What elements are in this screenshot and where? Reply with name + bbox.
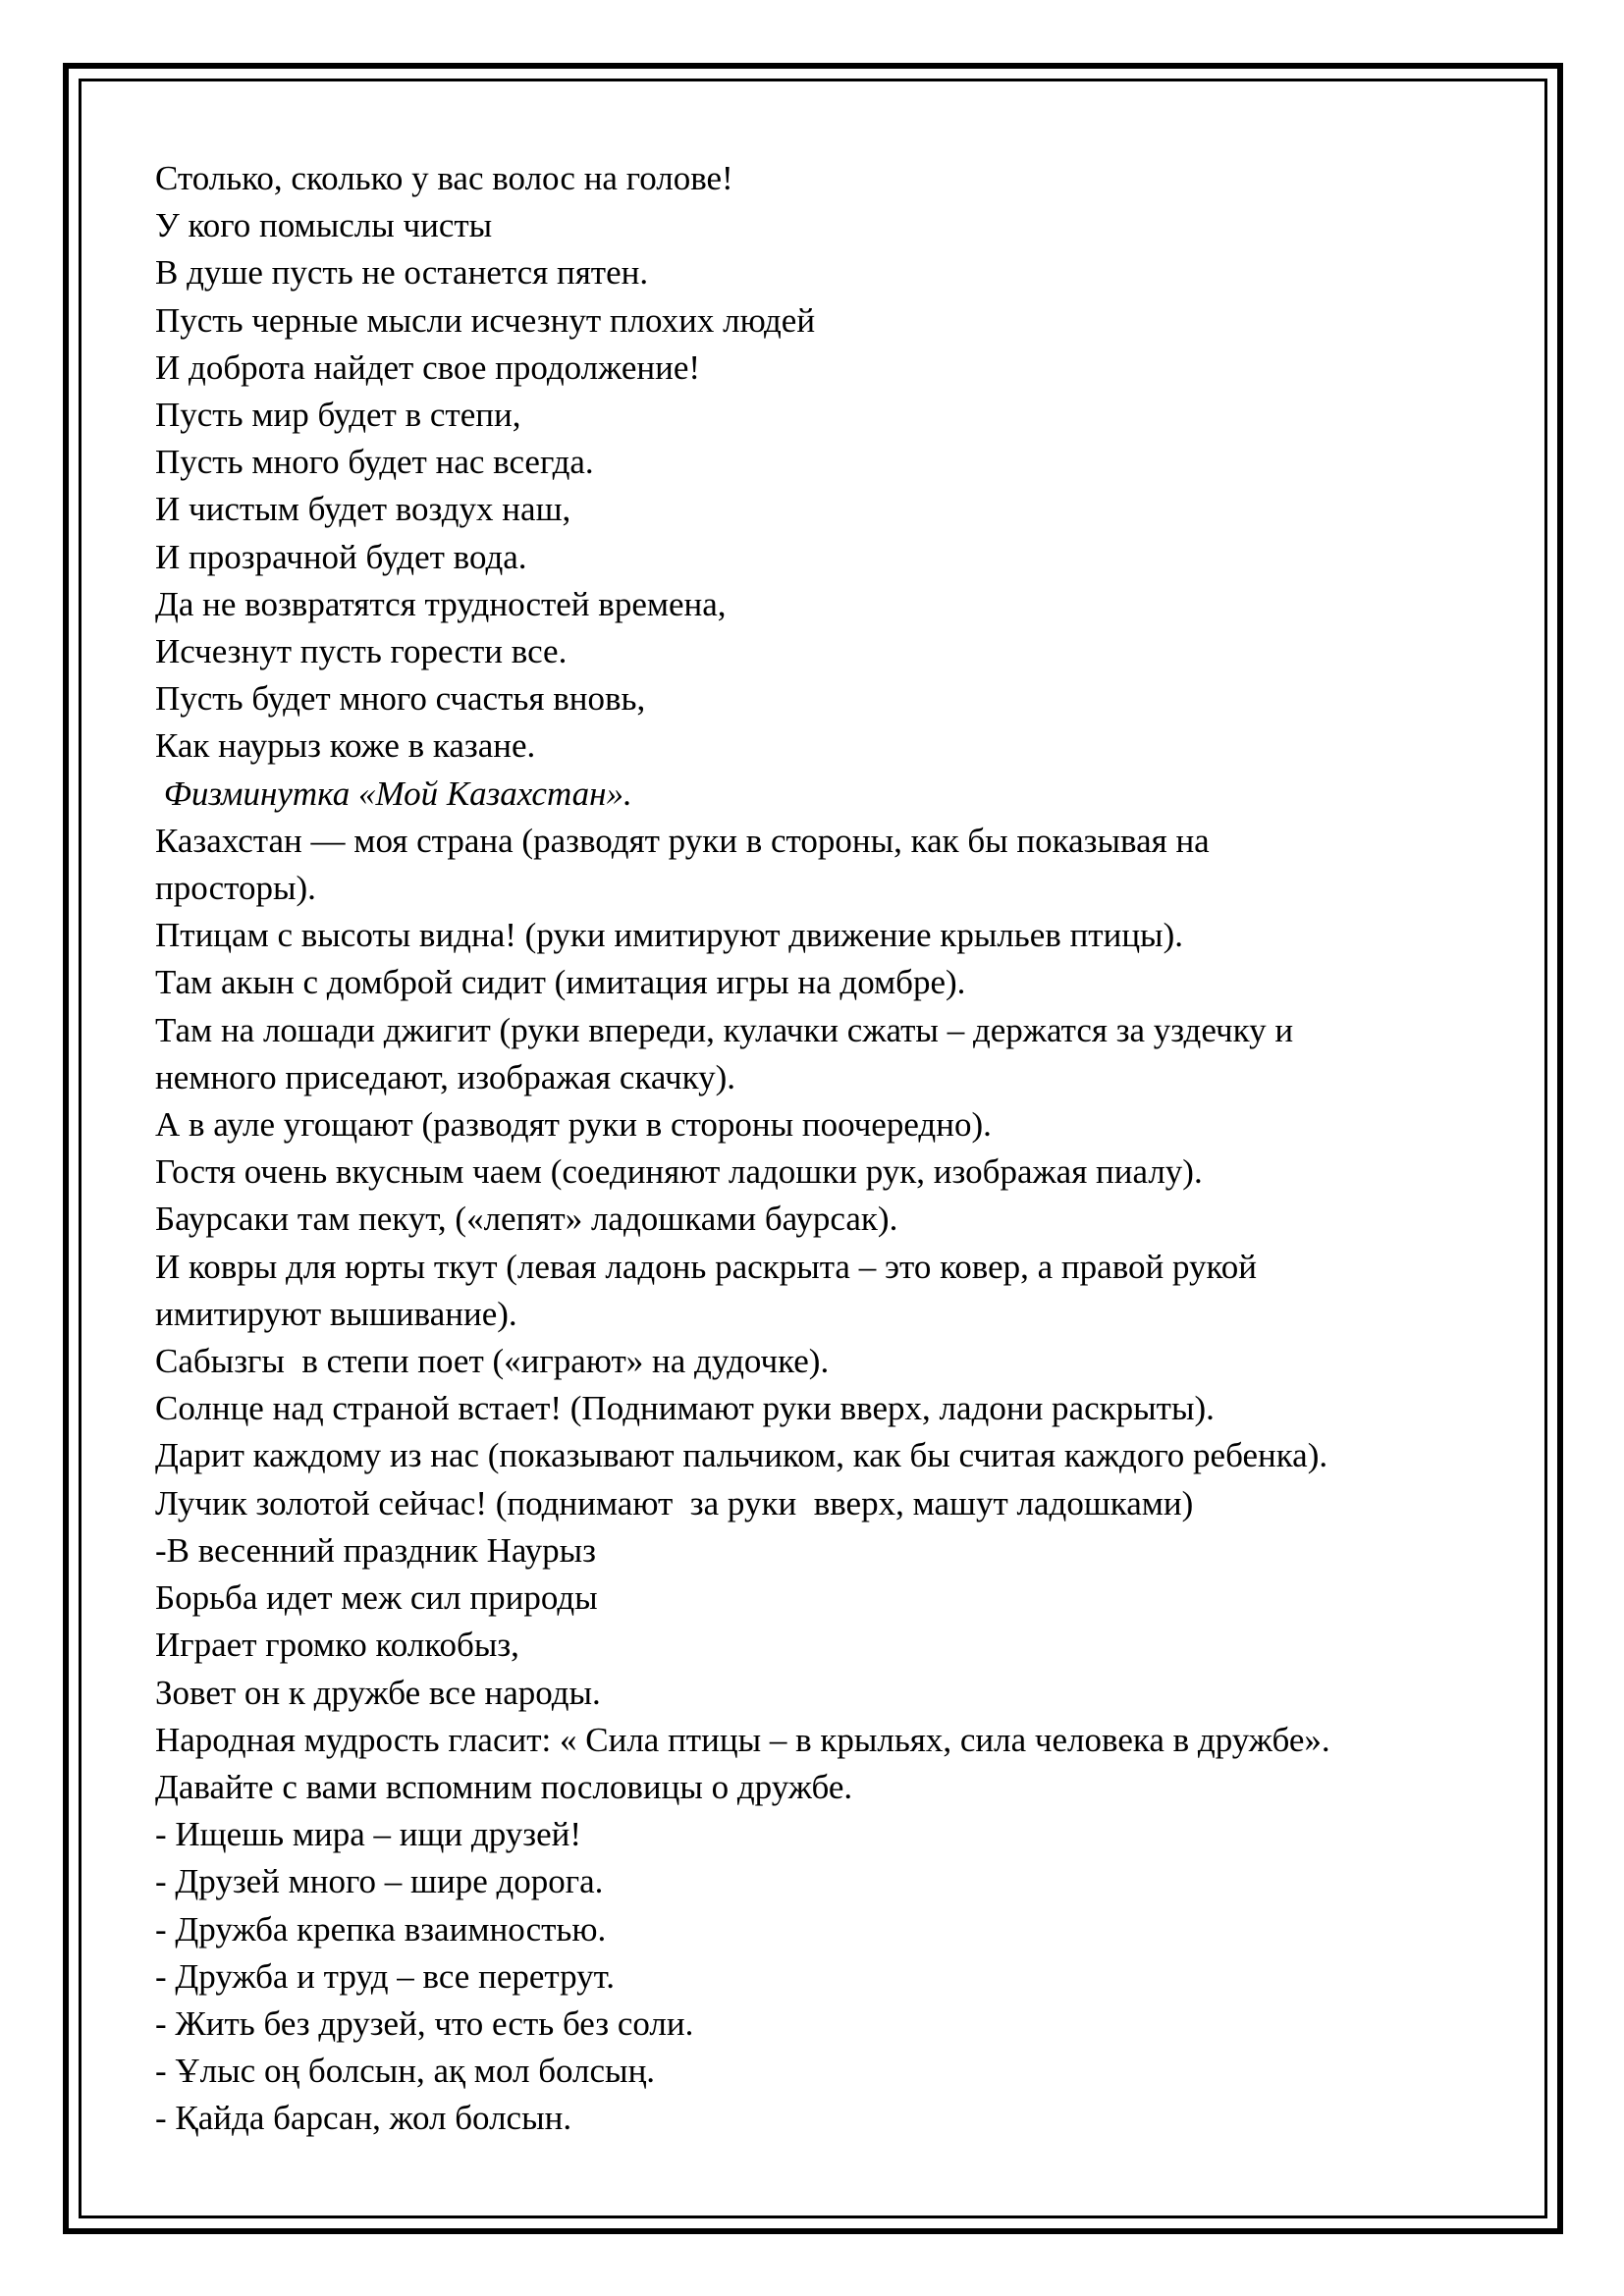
text-line: Пусть много будет нас всегда. <box>155 443 594 482</box>
proverb-item: - Ұлыс оң болсын, ақ мол болсың. <box>155 2052 656 2091</box>
text-line: просторы). <box>155 869 316 908</box>
proverb-item: - Дружба и труд – все перетрут. <box>155 1956 616 1996</box>
text-line: Пусть будет много счастья вновь, <box>155 679 646 719</box>
text-line: И доброта найдет свое продолжение! <box>155 347 701 387</box>
text-line: А в ауле угощают (разводят руки в стороны поочередно). <box>155 1105 992 1145</box>
text-line: Борьба идет меж сил природы <box>155 1578 598 1618</box>
proverb-item: - Қайда барсан, жол болсын. <box>155 2099 572 2138</box>
proverb-item: - Дружба крепка взаимностью. <box>155 1909 607 1949</box>
text-line: немного приседают, изображая скачку). <box>155 1057 735 1096</box>
text-line: Зовет он к дружбе все народы. <box>155 1673 601 1712</box>
text-line: -В весенний праздник Наурыз <box>155 1530 597 1570</box>
text-line: Столько, сколько у вас волос на голове! <box>155 159 733 197</box>
text-line: Там акын с домброй сидит (имитация игры на домбре). <box>155 963 966 1002</box>
text-line: Пусть черные мысли исчезнут плохих людей <box>155 300 816 340</box>
document-text <box>155 155 1510 2143</box>
text-line: Пусть мир будет в степи, <box>155 396 521 435</box>
text-line: И прозрачной будет вода. <box>155 537 527 576</box>
text-line: Гостя очень вкусным чаем (соединяют ладошки рук, изображая пиалу). <box>155 1152 1203 1192</box>
text-line: Солнце над страной встает! (Поднимают руки вверх, ладони раскрыты). <box>155 1389 1215 1428</box>
text-line: Как наурыз коже в казане. <box>155 726 536 766</box>
text-line: имитируют вышивание). <box>155 1294 517 1333</box>
text-line: Народная мудрость гласит: « Сила птицы – в крыльях, сила человека в дружбе». <box>155 1720 1330 1759</box>
text-line: Дарит каждому из нас (показывают пальчиком, как бы считая каждого ребенка). <box>155 1436 1328 1475</box>
text-line: Там на лошади джигит (руки впереди, кулачки сжаты – держатся за уздечку и <box>155 1010 1294 1049</box>
text-line: Давайте с вами вспомним пословицы о дружбе. <box>155 1767 853 1806</box>
text-line: Играет громко колкобыз, <box>155 1626 519 1665</box>
proverb-item: - Жить без друзей, что есть без соли. <box>155 2003 694 2043</box>
text-line: Да не возвратятся трудностей времена, <box>155 584 727 623</box>
text-line: Баурсаки там пекут, («лепят» ладошками баурсак). <box>155 1200 898 1239</box>
text-line: В душе пусть не останется пятен. <box>155 253 649 293</box>
proverb-item: - Ищешь мира – ищи друзей! <box>155 1815 581 1854</box>
text-line: Лучик золотой сейчас! (поднимают за руки вверх, машут ладошками) <box>155 1483 1194 1522</box>
text-line: Казахстан — моя страна (разводят руки в стороны, как бы показывая на <box>155 821 1210 860</box>
text-line: Птицам с высоты видна! (руки имитируют движение крыльев птицы). <box>155 916 1183 955</box>
text-line: И ковры для юрты ткут (левая ладонь раскрыта – это ковер, а правой рукой <box>155 1247 1257 1286</box>
text-line: Исчезнут пусть горести все. <box>155 632 568 671</box>
text-line: У кого помыслы чисты <box>155 206 493 245</box>
text-line: И чистым будет воздух наш, <box>155 490 571 529</box>
text-line: Сабызгы в степи поет («играют» на дудочке). <box>155 1342 830 1381</box>
section-heading-fizminutka: Физминутка «Мой Казахстан». <box>155 774 632 813</box>
proverb-item: - Друзей много – шире дорога. <box>155 1862 604 1901</box>
